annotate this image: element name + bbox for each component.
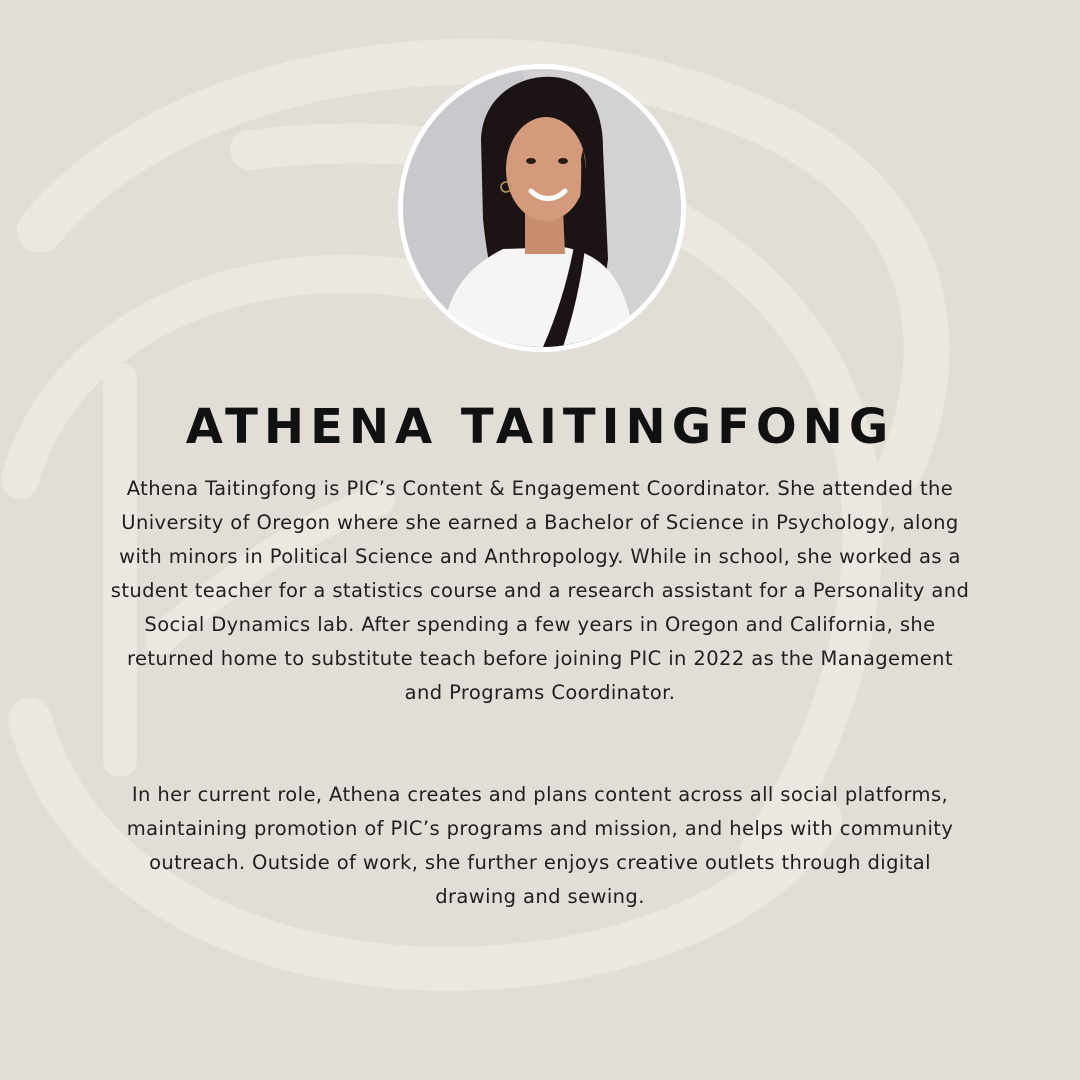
bio-paragraph-1: Athena Taitingfong is PIC’s Content & Engagement Coordinator. She attended the University of Oregon where she earned a Bachelor of Science in Psychology, along with minors in Political Science and Anthropology. While in school, she worked as a student teacher for a statistics course and a research assistant for a Personality and Social Dynamics lab. After spending a few years in Oregon and California, she returned home to substitute teach before joining PIC in 2022 as the Management and Programs Coordinator.	[110, 477, 970, 704]
bio-paragraph-2: In her current role, Athena creates and plans content across all social platforms, maintaining promotion of PIC’s programs and mission, and helps with community outreach. Outside of work, she further enjoys creative outlets through digital drawing and sewing.	[126, 783, 954, 908]
person-name-heading: ATHENA TAITINGFONG	[185, 399, 895, 455]
portrait-illustration	[403, 69, 681, 347]
profile-photo	[398, 64, 686, 352]
